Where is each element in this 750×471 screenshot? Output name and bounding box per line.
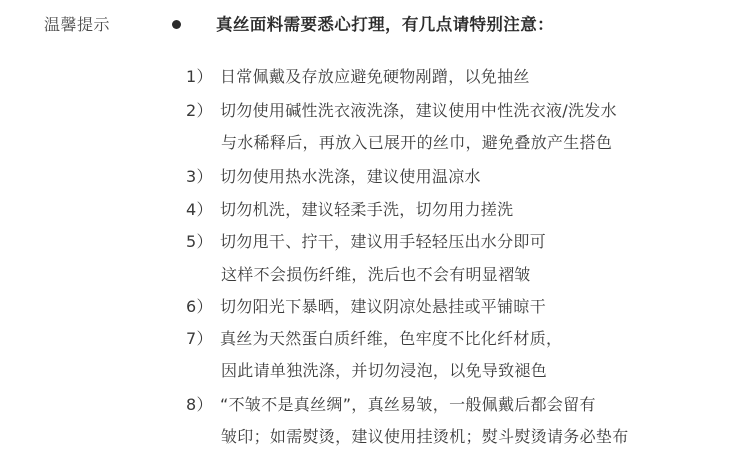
list-item <box>186 65 530 89</box>
item-number: 3） <box>186 167 213 186</box>
item-number: 1） <box>186 67 213 86</box>
item-text: 切勿甩干、拧干，建议用手轻轻压出水分即可 <box>220 232 547 251</box>
item-text: 真丝为天然蛋白质纤维，色牢度不比化纤材质， <box>220 329 563 348</box>
item-text-continued: 与水稀释后，再放入已展开的丝巾，避免叠放产生搭色 <box>221 133 613 152</box>
item-number: 5） <box>186 232 213 251</box>
item-text: 切勿使用热水洗涤，建议使用温凉水 <box>220 167 481 186</box>
item-number: 2） <box>186 101 213 120</box>
list-item <box>186 198 513 222</box>
list-item <box>186 230 546 254</box>
item-number: 6） <box>186 297 213 316</box>
item-number: 8） <box>186 395 213 414</box>
tips-label: 温馨提示 <box>44 15 111 34</box>
item-text-continued: 因此请单独洗涤，并切勿浸泡，以免导致褪色 <box>221 361 548 380</box>
item-text-continued: 这样不会损伤纤维，洗后也不会有明显褶皱 <box>221 265 531 284</box>
item-text: 切勿阳光下暴晒，建议阴凉处悬挂或平铺晾干 <box>220 297 547 316</box>
item-text: 切勿使用碱性洗衣液洗涤，建议使用中性洗衣液/洗发水 <box>220 101 617 120</box>
list-item <box>186 327 562 351</box>
list-item <box>186 99 617 123</box>
item-text-continued: 皱印；如需熨烫，建议使用挂烫机；熨斗熨烫请务必垫布 <box>221 427 629 446</box>
list-item <box>186 295 546 319</box>
item-number: 4） <box>186 200 213 219</box>
tips-heading: 真丝面料需要悉心打理，有几点请特别注意： <box>216 15 554 34</box>
bullet-icon <box>172 20 181 29</box>
item-text: “不皱不是真丝绸”，真丝易皱，一般佩戴后都会留有 <box>220 395 596 414</box>
list-item <box>186 165 481 189</box>
item-text: 切勿机洗，建议轻柔手洗，切勿用力搓洗 <box>220 200 514 219</box>
item-text: 日常佩戴及存放应避免硬物剐蹭，以免抽丝 <box>220 67 530 86</box>
item-number: 7） <box>186 329 213 348</box>
list-item <box>186 393 596 417</box>
